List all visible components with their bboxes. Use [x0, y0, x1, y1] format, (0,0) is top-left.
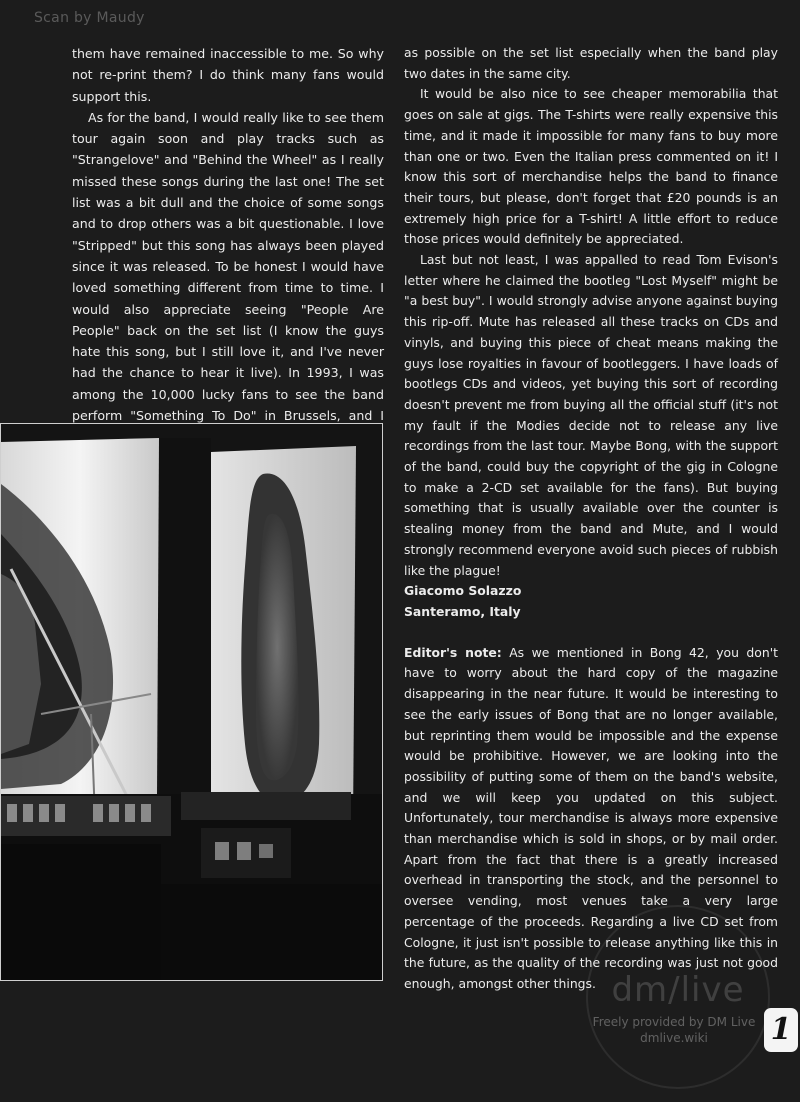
signature-place: Santeramo, Italy [404, 603, 521, 619]
right-paragraph-2: It would be also nice to see cheaper memorabilia that goes on sale at gigs. The T-shirts were really expensive this time, and it made it impossible for many fans to buy more than one or two. Even the Italian press commented on it! I know this sort of merchandise helps the band to finance their tours, but please, don't forget that £20 pounds is an extremely high price for a T-shirt! A little effort to reduce those prices would definitely be appreciated. [404, 86, 778, 247]
concert-photo [0, 423, 383, 981]
scan-credit: Scan by Maudy [34, 10, 145, 26]
right-paragraph-3: Last but not least, I was appalled to read Tom Evison's letter where he claimed the bootleg "Lost Myself" might be "a best buy". I would strongly advise anyone against buying this rip-off. Mute has released all these tracks on CDs and vinyls, and buying this piece of cheat means making the guys lose royalties in favour of bootleggers. I have loads of bootlegs CDs and videos, yet buying this sort of recording doesn't prevent me from buying all the official stuff (it's not my fault if the Modies decide not to release any live recordings from the last tour. Maybe Bong, with the support of the band, could buy the copyright of the gig in Cologne to make a 2-CD set available for the fans). But buying something that is usually available over the counter is stealing money from the band and Mute, and I would strongly recommend everyone avoid such pieces of rubbish like the plague! [404, 252, 778, 578]
editors-note-label: Editor's note: [404, 644, 502, 660]
left-paragraph-2: As for the band, I would really like to see them tour again soon and play tracks such as "Strangelove" and "Behind the Wheel" as I really missed these songs during the last one! The set list was a bit dull and the choice of some songs and to drop others was a bit questionable. I love "Stripped" but this song has always been played since it was released. To be honest I would have loved something different from time to time. I would also appreciate seeing "People Are People" back on the set list (I know the guys hate this song, but I still love it, and I've never had the chance to hear it live). In 1993, I was among the 10,000 lucky fans to see the band perform "Something To Do" in Brussels, and I [72, 109, 384, 424]
watermark-url: dmlive.wiki [640, 1031, 708, 1045]
left-column [72, 43, 384, 448]
signature-name: Giacomo Solazzo [404, 583, 522, 599]
editors-note-text: As we mentioned in Bong 42, you don't have to worry about the hard copy of the magazine disappearing in the near future. It would be interesting to see the early issues of Bong that are no longer available, but reprinting them would be impossible and the expense would be prohibitive. However, we are looking into the possibility of putting some of them on the band's website, and we will keep you updated on this subject. Unfortunately, tour merchandise is always more expensive than merchandise which is sold in shops, or by mail order. Apart from the fact that there is a greatly increased overhead in transporting the stock, and the personnel to oversee vending, most venues take a very large percentage of the proceeds. Regarding a live CD set from Cologne, it just isn't possible to release anything like this in the future, as the quality of the recording was just not good enough, amongst other things. [404, 644, 778, 991]
left-paragraph-1: them have remained inaccessible to me. So why not re-print them? I do think many fans would support this. [72, 46, 384, 104]
right-paragraph-1: as possible on the set list especially when the band play two dates in the same city. [404, 45, 778, 81]
watermark-logo: dm/live [611, 970, 745, 1010]
concert-photo-image [1, 424, 383, 981]
right-column [404, 43, 778, 995]
watermark-credit: Freely provided by DM Live [592, 1015, 756, 1029]
page-number: 1 [764, 1008, 798, 1052]
